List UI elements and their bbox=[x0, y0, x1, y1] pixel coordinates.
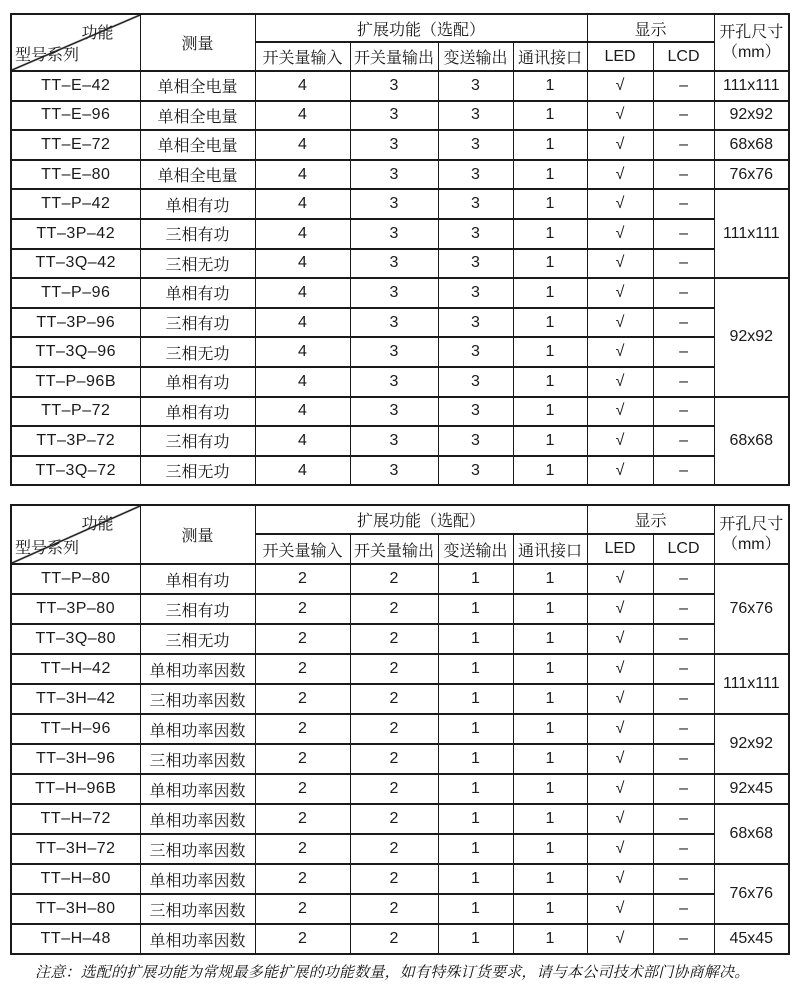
measure-cell: 三相无功 bbox=[140, 624, 255, 654]
model-cell: TT–H–48 bbox=[11, 924, 140, 954]
transmit-output-cell: 1 bbox=[438, 654, 513, 684]
measure-cell: 单相有功 bbox=[140, 189, 255, 219]
comm-interface-cell: 1 bbox=[513, 160, 587, 190]
expand-functions-group-header: 扩展功能（选配） bbox=[255, 14, 587, 42]
switch-input-cell: 4 bbox=[255, 456, 350, 486]
led-cell: √ bbox=[587, 249, 653, 279]
table-row bbox=[11, 714, 789, 744]
model-cell: TT–3P–80 bbox=[11, 594, 140, 624]
transmit-output-cell: 1 bbox=[438, 894, 513, 924]
measure-cell: 三相有功 bbox=[140, 219, 255, 249]
switch-output-cell: 3 bbox=[350, 278, 438, 308]
switch-output-cell: 3 bbox=[350, 189, 438, 219]
lcd-cell: – bbox=[653, 219, 714, 249]
measure-cell: 单相功率因数 bbox=[140, 654, 255, 684]
size-cell: 111x111 bbox=[714, 654, 789, 714]
transmit-output-cell: 1 bbox=[438, 834, 513, 864]
transmit-output-cell: 3 bbox=[438, 189, 513, 219]
model-cell: TT–3P–72 bbox=[11, 426, 140, 456]
switch-input-cell: 4 bbox=[255, 367, 350, 397]
switch-output-cell: 2 bbox=[350, 864, 438, 894]
comm-interface-cell: 1 bbox=[513, 594, 587, 624]
measure-column-header: 测量 bbox=[140, 505, 255, 564]
transmit-output-cell: 1 bbox=[438, 624, 513, 654]
switch-output-cell: 2 bbox=[350, 894, 438, 924]
spec-table-1 bbox=[10, 13, 790, 486]
table-row bbox=[11, 864, 789, 894]
comm-interface-cell: 1 bbox=[513, 744, 587, 774]
switch-output-cell: 2 bbox=[350, 594, 438, 624]
switch-input-cell: 4 bbox=[255, 337, 350, 367]
led-column-header: LED bbox=[587, 42, 653, 71]
measure-cell: 单相全电量 bbox=[140, 101, 255, 131]
switch-output-cell: 3 bbox=[350, 130, 438, 160]
measure-cell: 三相无功 bbox=[140, 456, 255, 486]
measure-cell: 三相有功 bbox=[140, 594, 255, 624]
size-cell: 111x111 bbox=[714, 189, 789, 278]
corner-label-function: 功能 bbox=[81, 516, 114, 533]
model-cell: TT–3Q–96 bbox=[11, 337, 140, 367]
table-row bbox=[11, 426, 789, 456]
switch-input-cell: 4 bbox=[255, 249, 350, 279]
comm-interface-cell: 1 bbox=[513, 130, 587, 160]
switch-input-cell: 4 bbox=[255, 71, 350, 101]
measure-cell: 三相无功 bbox=[140, 337, 255, 367]
table-row bbox=[11, 219, 789, 249]
model-cell: TT–H–72 bbox=[11, 804, 140, 834]
size-cell: 111x111 bbox=[714, 71, 789, 101]
switch-input-cell: 2 bbox=[255, 924, 350, 954]
model-cell: TT–3P–96 bbox=[11, 308, 140, 338]
measure-cell: 单相功率因数 bbox=[140, 804, 255, 834]
led-cell: √ bbox=[587, 624, 653, 654]
measure-cell: 单相全电量 bbox=[140, 160, 255, 190]
comm-interface-cell: 1 bbox=[513, 367, 587, 397]
measure-cell: 三相功率因数 bbox=[140, 894, 255, 924]
measure-cell: 三相功率因数 bbox=[140, 834, 255, 864]
switch-input-cell: 4 bbox=[255, 308, 350, 338]
switch-input-cell: 2 bbox=[255, 564, 350, 594]
transmit-output-cell: 1 bbox=[438, 864, 513, 894]
measure-cell: 单相功率因数 bbox=[140, 714, 255, 744]
led-cell: √ bbox=[587, 71, 653, 101]
cutout-size-column-header bbox=[714, 14, 789, 71]
switch-output-cell: 2 bbox=[350, 774, 438, 804]
comm-interface-cell: 1 bbox=[513, 426, 587, 456]
transmit-output-cell: 1 bbox=[438, 924, 513, 954]
table-2-body bbox=[11, 564, 789, 954]
measure-cell: 三相功率因数 bbox=[140, 684, 255, 714]
led-cell: √ bbox=[587, 594, 653, 624]
comm-interface-cell: 1 bbox=[513, 684, 587, 714]
table-row bbox=[11, 249, 789, 279]
model-cell: TT–3H–96 bbox=[11, 744, 140, 774]
transmit-output-cell: 3 bbox=[438, 249, 513, 279]
measure-cell: 三相有功 bbox=[140, 426, 255, 456]
table-row bbox=[11, 308, 789, 338]
lcd-cell: – bbox=[653, 337, 714, 367]
table-row bbox=[11, 804, 789, 834]
switch-output-column-header: 开关量输出 bbox=[350, 42, 438, 71]
table-row bbox=[11, 594, 789, 624]
table-row bbox=[11, 130, 789, 160]
switch-input-column-header: 开关量输入 bbox=[255, 42, 350, 71]
cutout-size-label-line1: 开孔尺寸 bbox=[719, 515, 784, 533]
measure-column-header: 测量 bbox=[140, 14, 255, 71]
measure-cell: 单相有功 bbox=[140, 564, 255, 594]
switch-output-cell: 2 bbox=[350, 744, 438, 774]
switch-input-cell: 4 bbox=[255, 160, 350, 190]
cutout-size-column-header bbox=[714, 505, 789, 564]
transmit-output-cell: 3 bbox=[438, 426, 513, 456]
measure-cell: 单相有功 bbox=[140, 278, 255, 308]
size-cell: 68x68 bbox=[714, 397, 789, 486]
size-cell: 76x76 bbox=[714, 864, 789, 924]
corner-header-cell bbox=[11, 505, 140, 564]
comm-interface-cell: 1 bbox=[513, 219, 587, 249]
switch-output-cell: 3 bbox=[350, 367, 438, 397]
model-cell: TT–P–72 bbox=[11, 397, 140, 427]
comm-interface-cell: 1 bbox=[513, 397, 587, 427]
model-cell: TT–H–42 bbox=[11, 654, 140, 684]
switch-output-cell: 2 bbox=[350, 714, 438, 744]
switch-output-cell: 2 bbox=[350, 804, 438, 834]
led-cell: √ bbox=[587, 189, 653, 219]
lcd-cell: – bbox=[653, 426, 714, 456]
led-cell: √ bbox=[587, 564, 653, 594]
model-cell: TT–3Q–42 bbox=[11, 249, 140, 279]
table-row bbox=[11, 744, 789, 774]
lcd-cell: – bbox=[653, 278, 714, 308]
model-cell: TT–E–42 bbox=[11, 71, 140, 101]
table-row bbox=[11, 367, 789, 397]
table-row bbox=[11, 278, 789, 308]
table-1-body bbox=[11, 71, 789, 485]
table-row bbox=[11, 924, 789, 954]
comm-interface-cell: 1 bbox=[513, 249, 587, 279]
comm-interface-cell: 1 bbox=[513, 337, 587, 367]
switch-input-cell: 4 bbox=[255, 426, 350, 456]
switch-output-cell: 2 bbox=[350, 564, 438, 594]
switch-input-cell: 4 bbox=[255, 219, 350, 249]
measure-cell: 三相无功 bbox=[140, 249, 255, 279]
footnote: 注意：选配的扩展功能为常规最多能扩展的功能数量，如有特殊订货要求，请与本公司技术部门协商解决。 bbox=[35, 963, 750, 981]
measure-cell: 三相有功 bbox=[140, 308, 255, 338]
lcd-cell: – bbox=[653, 564, 714, 594]
transmit-output-cell: 3 bbox=[438, 219, 513, 249]
lcd-cell: – bbox=[653, 456, 714, 486]
led-cell: √ bbox=[587, 160, 653, 190]
cutout-size-label-line2: （mm） bbox=[721, 43, 781, 61]
lcd-cell: – bbox=[653, 367, 714, 397]
comm-interface-cell: 1 bbox=[513, 624, 587, 654]
lcd-cell: – bbox=[653, 684, 714, 714]
model-cell: TT–P–96B bbox=[11, 367, 140, 397]
switch-input-cell: 4 bbox=[255, 101, 350, 131]
spec-table-2 bbox=[10, 504, 790, 955]
transmit-output-cell: 1 bbox=[438, 744, 513, 774]
size-cell: 92x92 bbox=[714, 101, 789, 131]
lcd-cell: – bbox=[653, 71, 714, 101]
switch-output-cell: 3 bbox=[350, 249, 438, 279]
comm-interface-cell: 1 bbox=[513, 714, 587, 744]
transmit-output-cell: 3 bbox=[438, 337, 513, 367]
transmit-output-cell: 3 bbox=[438, 397, 513, 427]
size-cell: 68x68 bbox=[714, 804, 789, 864]
corner-header-cell bbox=[11, 14, 140, 71]
model-cell: TT–H–80 bbox=[11, 864, 140, 894]
comm-interface-cell: 1 bbox=[513, 564, 587, 594]
switch-output-cell: 3 bbox=[350, 160, 438, 190]
switch-output-cell: 3 bbox=[350, 71, 438, 101]
comm-interface-cell: 1 bbox=[513, 456, 587, 486]
switch-output-cell: 3 bbox=[350, 308, 438, 338]
measure-cell: 单相有功 bbox=[140, 397, 255, 427]
switch-input-cell: 2 bbox=[255, 834, 350, 864]
led-cell: √ bbox=[587, 744, 653, 774]
transmit-output-cell: 3 bbox=[438, 160, 513, 190]
model-cell: TT–3Q–80 bbox=[11, 624, 140, 654]
comm-interface-cell: 1 bbox=[513, 189, 587, 219]
switch-output-cell: 3 bbox=[350, 456, 438, 486]
table-row bbox=[11, 774, 789, 804]
model-cell: TT–P–96 bbox=[11, 278, 140, 308]
model-cell: TT–3H–42 bbox=[11, 684, 140, 714]
switch-input-cell: 2 bbox=[255, 684, 350, 714]
switch-input-column-header: 开关量输入 bbox=[255, 534, 350, 564]
table-row bbox=[11, 834, 789, 864]
size-cell: 92x45 bbox=[714, 774, 789, 804]
model-cell: TT–3H–80 bbox=[11, 894, 140, 924]
lcd-cell: – bbox=[653, 624, 714, 654]
led-cell: √ bbox=[587, 337, 653, 367]
led-cell: √ bbox=[587, 367, 653, 397]
led-cell: √ bbox=[587, 456, 653, 486]
transmit-output-cell: 3 bbox=[438, 101, 513, 131]
lcd-cell: – bbox=[653, 924, 714, 954]
size-cell: 92x92 bbox=[714, 278, 789, 396]
led-cell: √ bbox=[587, 426, 653, 456]
switch-output-cell: 3 bbox=[350, 101, 438, 131]
led-cell: √ bbox=[587, 804, 653, 834]
corner-label-function: 功能 bbox=[81, 25, 114, 42]
switch-input-cell: 4 bbox=[255, 397, 350, 427]
table-row bbox=[11, 189, 789, 219]
transmit-output-cell: 1 bbox=[438, 564, 513, 594]
corner-label-model-series: 型号系列 bbox=[15, 47, 80, 64]
transmit-output-cell: 3 bbox=[438, 130, 513, 160]
comm-interface-cell: 1 bbox=[513, 101, 587, 131]
led-cell: √ bbox=[587, 714, 653, 744]
led-cell: √ bbox=[587, 308, 653, 338]
display-group-header: 显示 bbox=[587, 505, 714, 534]
comm-interface-cell: 1 bbox=[513, 71, 587, 101]
lcd-cell: – bbox=[653, 894, 714, 924]
model-cell: TT–E–80 bbox=[11, 160, 140, 190]
lcd-cell: – bbox=[653, 714, 714, 744]
led-cell: √ bbox=[587, 219, 653, 249]
led-cell: √ bbox=[587, 864, 653, 894]
comm-interface-cell: 1 bbox=[513, 834, 587, 864]
model-cell: TT–3P–42 bbox=[11, 219, 140, 249]
measure-cell: 单相功率因数 bbox=[140, 774, 255, 804]
led-cell: √ bbox=[587, 924, 653, 954]
led-column-header: LED bbox=[587, 534, 653, 564]
lcd-cell: – bbox=[653, 189, 714, 219]
switch-output-cell: 3 bbox=[350, 337, 438, 367]
comm-interface-cell: 1 bbox=[513, 924, 587, 954]
lcd-cell: – bbox=[653, 804, 714, 834]
model-cell: TT–P–80 bbox=[11, 564, 140, 594]
comm-interface-cell: 1 bbox=[513, 864, 587, 894]
table-row bbox=[11, 456, 789, 486]
lcd-cell: – bbox=[653, 774, 714, 804]
led-cell: √ bbox=[587, 774, 653, 804]
model-cell: TT–E–96 bbox=[11, 101, 140, 131]
lcd-cell: – bbox=[653, 594, 714, 624]
switch-input-cell: 2 bbox=[255, 864, 350, 894]
lcd-column-header: LCD bbox=[653, 534, 714, 564]
switch-input-cell: 4 bbox=[255, 189, 350, 219]
measure-cell: 单相全电量 bbox=[140, 130, 255, 160]
comm-interface-cell: 1 bbox=[513, 654, 587, 684]
measure-cell: 单相功率因数 bbox=[140, 924, 255, 954]
lcd-cell: – bbox=[653, 308, 714, 338]
table-row bbox=[11, 160, 789, 190]
switch-input-cell: 2 bbox=[255, 804, 350, 834]
switch-input-cell: 2 bbox=[255, 654, 350, 684]
switch-input-cell: 2 bbox=[255, 744, 350, 774]
transmit-output-cell: 1 bbox=[438, 714, 513, 744]
size-cell: 76x76 bbox=[714, 160, 789, 190]
table-row bbox=[11, 684, 789, 714]
switch-input-cell: 2 bbox=[255, 624, 350, 654]
table-row bbox=[11, 564, 789, 594]
measure-cell: 三相功率因数 bbox=[140, 744, 255, 774]
switch-output-column-header: 开关量输出 bbox=[350, 534, 438, 564]
transmit-output-cell: 3 bbox=[438, 367, 513, 397]
table-row bbox=[11, 337, 789, 367]
switch-output-cell: 2 bbox=[350, 624, 438, 654]
led-cell: √ bbox=[587, 101, 653, 131]
lcd-cell: – bbox=[653, 834, 714, 864]
comm-interface-cell: 1 bbox=[513, 278, 587, 308]
lcd-cell: – bbox=[653, 654, 714, 684]
table-row bbox=[11, 397, 789, 427]
led-cell: √ bbox=[587, 834, 653, 864]
comm-interface-cell: 1 bbox=[513, 804, 587, 834]
switch-output-cell: 3 bbox=[350, 426, 438, 456]
lcd-cell: – bbox=[653, 249, 714, 279]
table-row bbox=[11, 71, 789, 101]
comm-interface-column-header: 通讯接口 bbox=[513, 42, 587, 71]
switch-output-cell: 2 bbox=[350, 654, 438, 684]
size-cell: 45x45 bbox=[714, 924, 789, 954]
lcd-cell: – bbox=[653, 130, 714, 160]
comm-interface-cell: 1 bbox=[513, 308, 587, 338]
lcd-cell: – bbox=[653, 864, 714, 894]
switch-output-cell: 3 bbox=[350, 397, 438, 427]
transmit-output-column-header: 变送输出 bbox=[438, 42, 513, 71]
switch-output-cell: 3 bbox=[350, 219, 438, 249]
transmit-output-cell: 3 bbox=[438, 308, 513, 338]
switch-input-cell: 2 bbox=[255, 714, 350, 744]
size-cell: 76x76 bbox=[714, 564, 789, 654]
cutout-size-label-line1: 开孔尺寸 bbox=[719, 23, 784, 41]
measure-cell: 单相功率因数 bbox=[140, 864, 255, 894]
led-cell: √ bbox=[587, 278, 653, 308]
lcd-cell: – bbox=[653, 744, 714, 774]
lcd-cell: – bbox=[653, 101, 714, 131]
transmit-output-cell: 3 bbox=[438, 71, 513, 101]
switch-input-cell: 2 bbox=[255, 894, 350, 924]
led-cell: √ bbox=[587, 894, 653, 924]
model-cell: TT–3H–72 bbox=[11, 834, 140, 864]
model-cell: TT–E–72 bbox=[11, 130, 140, 160]
transmit-output-cell: 1 bbox=[438, 804, 513, 834]
switch-output-cell: 2 bbox=[350, 924, 438, 954]
switch-input-cell: 2 bbox=[255, 774, 350, 804]
switch-input-cell: 4 bbox=[255, 278, 350, 308]
comm-interface-cell: 1 bbox=[513, 894, 587, 924]
transmit-output-cell: 3 bbox=[438, 456, 513, 486]
switch-output-cell: 2 bbox=[350, 684, 438, 714]
switch-input-cell: 2 bbox=[255, 594, 350, 624]
transmit-output-cell: 3 bbox=[438, 278, 513, 308]
led-cell: √ bbox=[587, 130, 653, 160]
table-row bbox=[11, 624, 789, 654]
transmit-output-column-header: 变送输出 bbox=[438, 534, 513, 564]
comm-interface-cell: 1 bbox=[513, 774, 587, 804]
model-cell: TT–H–96B bbox=[11, 774, 140, 804]
switch-output-cell: 2 bbox=[350, 834, 438, 864]
cutout-size-label-line2: （mm） bbox=[721, 535, 781, 553]
led-cell: √ bbox=[587, 684, 653, 714]
measure-cell: 单相有功 bbox=[140, 367, 255, 397]
model-cell: TT–H–96 bbox=[11, 714, 140, 744]
measure-cell: 单相全电量 bbox=[140, 71, 255, 101]
led-cell: √ bbox=[587, 397, 653, 427]
table-row bbox=[11, 894, 789, 924]
display-group-header: 显示 bbox=[587, 14, 714, 42]
transmit-output-cell: 1 bbox=[438, 774, 513, 804]
lcd-cell: – bbox=[653, 397, 714, 427]
size-cell: 92x92 bbox=[714, 714, 789, 774]
model-cell: TT–P–42 bbox=[11, 189, 140, 219]
led-cell: √ bbox=[587, 654, 653, 684]
lcd-cell: – bbox=[653, 160, 714, 190]
transmit-output-cell: 1 bbox=[438, 684, 513, 714]
comm-interface-column-header: 通讯接口 bbox=[513, 534, 587, 564]
table-row bbox=[11, 101, 789, 131]
size-cell: 68x68 bbox=[714, 130, 789, 160]
corner-label-model-series: 型号系列 bbox=[15, 540, 80, 557]
lcd-column-header: LCD bbox=[653, 42, 714, 71]
expand-functions-group-header: 扩展功能（选配） bbox=[255, 505, 587, 534]
table-row bbox=[11, 654, 789, 684]
transmit-output-cell: 1 bbox=[438, 594, 513, 624]
switch-input-cell: 4 bbox=[255, 130, 350, 160]
model-cell: TT–3Q–72 bbox=[11, 456, 140, 486]
